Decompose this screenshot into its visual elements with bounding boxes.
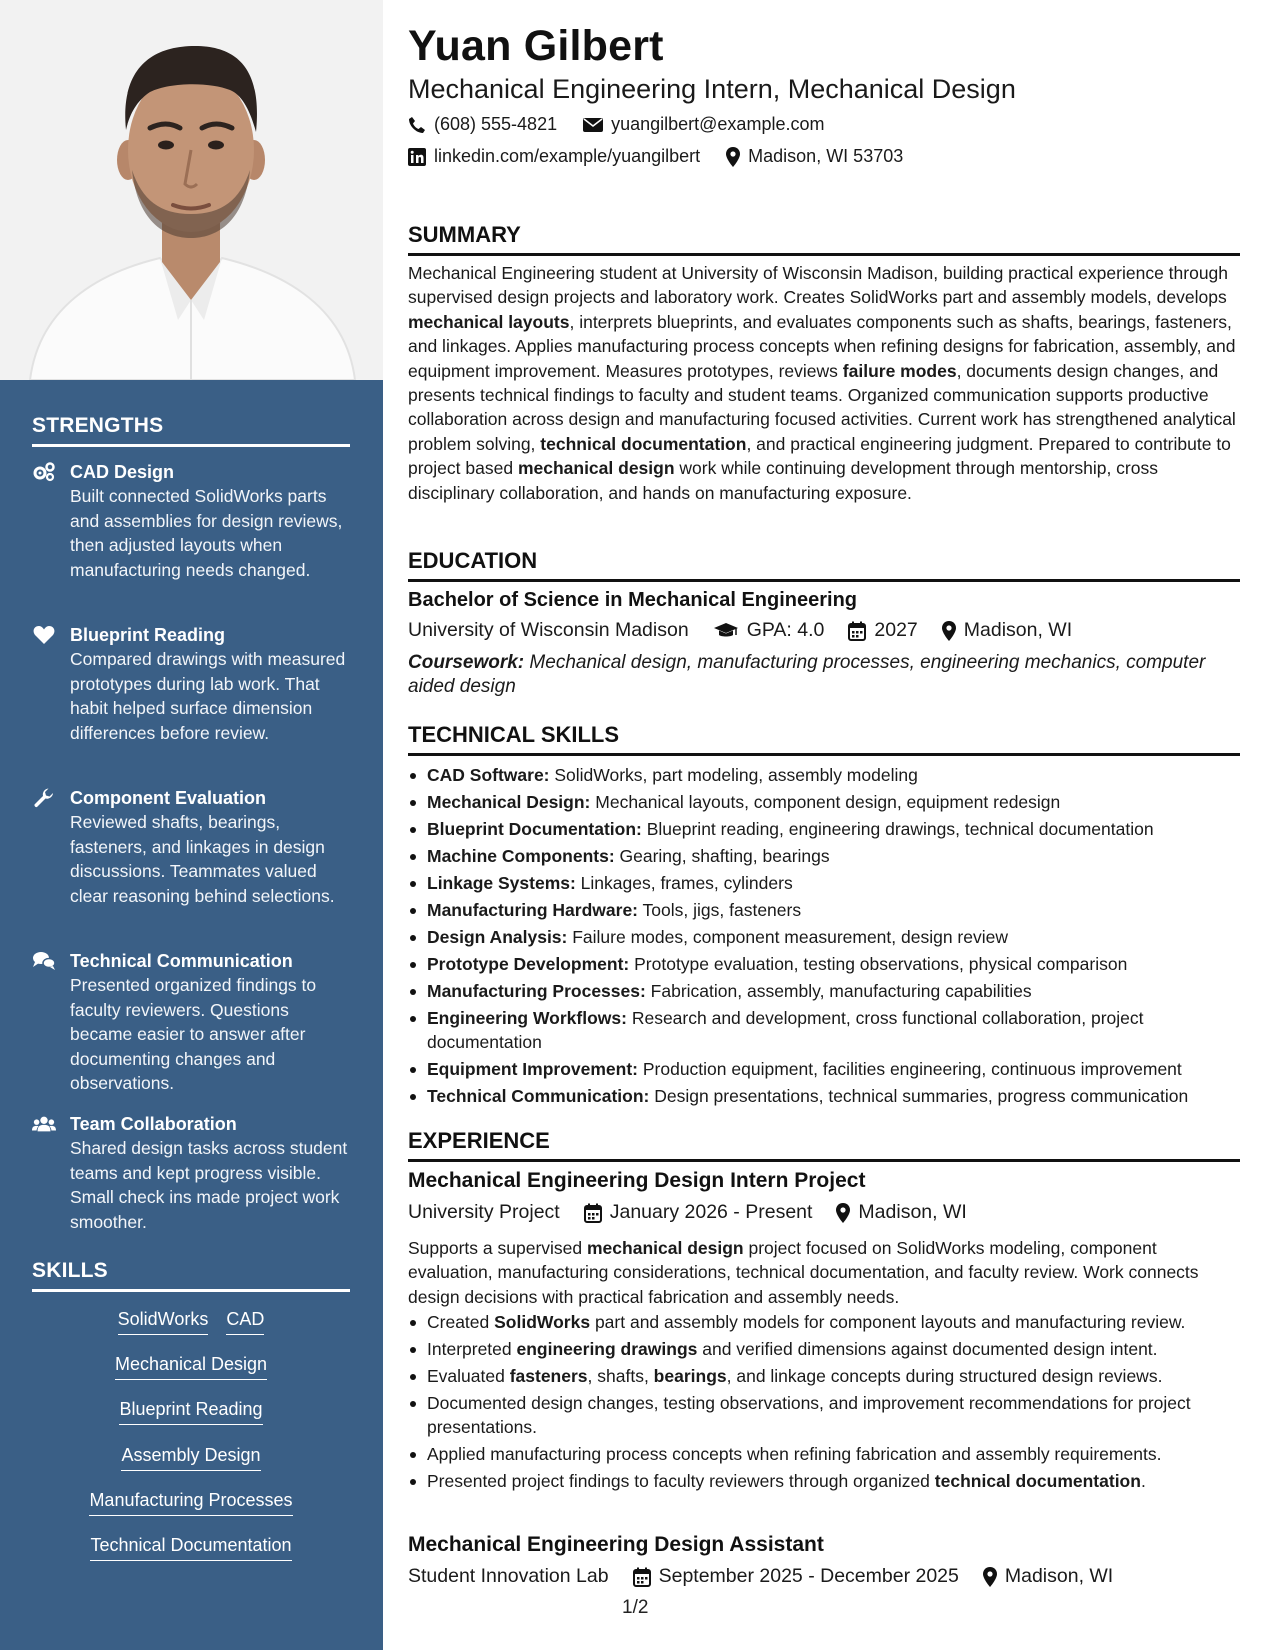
page-number: 1/2 xyxy=(622,1597,649,1618)
profile-photo xyxy=(0,0,383,380)
skill-row xyxy=(32,1442,350,1471)
phone-icon xyxy=(408,116,426,134)
skill-tag: SolidWorks xyxy=(118,1306,209,1335)
list-item: Applied manufacturing process concepts when refining fabrication and assembly requirements. xyxy=(408,1442,1240,1466)
graduation-year: 2027 xyxy=(874,619,918,641)
skill-tag: Blueprint Reading xyxy=(119,1396,262,1425)
strength-item xyxy=(32,786,352,908)
list-item: Linkage Systems: Linkages, frames, cylinders xyxy=(408,871,1240,895)
phone-text[interactable]: (608) 555-4821 xyxy=(434,114,558,134)
calendar-icon xyxy=(848,621,866,641)
education-heading: EDUCATION xyxy=(408,548,1240,582)
skill-row xyxy=(32,1306,350,1335)
list-item: Documented design changes, testing observations, and improvement recommendations for project presentations. xyxy=(408,1391,1240,1439)
envelope-icon xyxy=(583,117,603,133)
calendar-icon xyxy=(584,1203,602,1223)
job-dates: January 2026 - Present xyxy=(609,1201,813,1223)
skill-row xyxy=(32,1532,350,1561)
map-pin-icon xyxy=(942,621,956,641)
strength-title: Component Evaluation xyxy=(70,788,267,808)
skill-tag: Technical Documentation xyxy=(90,1532,291,1561)
email-link[interactable]: yuangilbert@example.com xyxy=(611,114,825,134)
skill-row xyxy=(32,1487,350,1516)
job-org: University Project xyxy=(408,1201,560,1223)
contact-row xyxy=(408,114,824,135)
job-intro: Supports a supervised mechanical design project focused on SolidWorks modeling, component evaluation, manufacturing considerations, technical documentation, and faculty review. Work connects design decisions with practical fabrication and assembly needs. xyxy=(408,1238,1199,1307)
list-item: Machine Components: Gearing, shafting, bearings xyxy=(408,844,1240,868)
experience-heading: EXPERIENCE xyxy=(408,1128,1240,1162)
contact-row xyxy=(408,146,903,167)
coursework: Coursework: Mechanical design, manufacturing processes, engineering mechanics, computer aided design xyxy=(408,652,1206,697)
strength-item xyxy=(32,1112,352,1234)
skills-heading: SKILLS xyxy=(32,1259,350,1292)
candidate-role: Mechanical Engineering Intern, Mechanical Design xyxy=(408,74,1016,104)
strength-item xyxy=(32,460,352,582)
education-meta xyxy=(408,619,1072,642)
school-name: University of Wisconsin Madison xyxy=(408,619,689,641)
education-location: Madison, WI xyxy=(963,619,1073,641)
strength-title: Technical Communication xyxy=(70,951,293,971)
list-item: Technical Communication: Design presentations, technical summaries, progress communication xyxy=(408,1084,1240,1108)
strength-title: Blueprint Reading xyxy=(70,625,226,645)
gears-icon xyxy=(32,462,56,482)
comments-icon xyxy=(32,951,56,971)
list-item: Engineering Workflows: Research and development, cross functional collaboration, project documentation xyxy=(408,1006,1240,1054)
strength-desc: Shared design tasks across student teams and kept progress visible. Small check ins made project work smoother. xyxy=(70,1138,348,1232)
strength-desc: Presented organized findings to faculty reviewers. Questions became easier to answer after documenting changes and observations. xyxy=(70,975,317,1093)
sidebar xyxy=(0,0,383,1650)
list-item: Manufacturing Hardware: Tools, jigs, fasteners xyxy=(408,898,1240,922)
job-dates: September 2025 - December 2025 xyxy=(658,1565,959,1587)
linkedin-icon xyxy=(408,148,426,166)
list-item: CAD Software: SolidWorks, part modeling, assembly modeling xyxy=(408,763,1240,787)
job-meta xyxy=(408,1201,967,1224)
map-pin-icon xyxy=(983,1567,997,1587)
list-item: Interpreted engineering drawings and verified dimensions against documented design intent. xyxy=(408,1337,1240,1361)
job-location: Madison, WI xyxy=(858,1201,967,1223)
skill-row xyxy=(32,1351,350,1380)
strength-title: Team Collaboration xyxy=(70,1114,237,1134)
job-meta xyxy=(408,1565,1113,1588)
strength-item xyxy=(32,949,352,1096)
strength-desc: Built connected SolidWorks parts and assemblies for design reviews, then adjusted layouts when manufacturing needs changed. xyxy=(70,486,343,580)
map-pin-icon xyxy=(726,147,740,167)
strength-desc: Reviewed shafts, bearings, fasteners, and linkages in design discussions. Teammates valued clear reasoning behind selections. xyxy=(70,812,335,906)
job-bullets xyxy=(408,1310,1240,1496)
candidate-name: Yuan Gilbert xyxy=(408,22,664,70)
linkedin-link[interactable]: linkedin.com/example/yuangilbert xyxy=(434,146,701,166)
strength-desc: Compared drawings with measured prototypes during lab work. That habit helped surface dimension differences before review. xyxy=(70,649,346,743)
summary-text: Mechanical Engineering student at University of Wisconsin Madison, building practical experience through supervised design projects and laboratory work. Creates SolidWorks part and assembly models, develops mechanical layouts, interprets blueprints, and evaluates components such as shafts, bearings, fasteners, and linkages. Applies manufacturing process concepts when refining designs for fabrication, assembly, and equipment improvement. Measures prototypes, reviews failure modes, documents design changes, and presents technical findings to faculty and student teams. Organized communication supports productive collaboration across design and manufacturing focused activities. Current work has strengthened analytical problem solving, technical documentation, and practical engineering judgment. Prepared to contribute to project based mechanical design work while continuing development through mentorship, cross disciplinary collaboration, and hands on manufacturing exposure. xyxy=(408,263,1236,503)
list-item: Equipment Improvement: Production equipment, facilities engineering, continuous improvement xyxy=(408,1057,1240,1081)
skill-tag: Mechanical Design xyxy=(115,1351,267,1380)
job-org: Student Innovation Lab xyxy=(408,1565,609,1587)
gpa-text: GPA: 4.0 xyxy=(746,619,825,641)
job-title: Mechanical Engineering Design Intern Project xyxy=(408,1169,866,1192)
strength-title: CAD Design xyxy=(70,462,175,482)
strengths-heading: STRENGTHS xyxy=(32,414,350,447)
wrench-icon xyxy=(32,788,56,808)
job-location: Madison, WI xyxy=(1004,1565,1114,1587)
technical-skills-list xyxy=(408,763,1240,1111)
map-pin-icon xyxy=(836,1203,850,1223)
list-item: Blueprint Documentation: Blueprint reading, engineering drawings, technical documentation xyxy=(408,817,1240,841)
list-item: Presented project findings to faculty reviewers through organized technical documentation. xyxy=(408,1469,1240,1493)
heart-icon xyxy=(32,625,56,645)
list-item: Evaluated fasteners, shafts, bearings, and linkage concepts during structured design reviews. xyxy=(408,1364,1240,1388)
users-icon xyxy=(32,1114,56,1134)
list-item: Mechanical Design: Mechanical layouts, component design, equipment redesign xyxy=(408,790,1240,814)
degree-title: Bachelor of Science in Mechanical Engineering xyxy=(408,589,858,611)
strength-item xyxy=(32,623,352,745)
skill-row xyxy=(32,1396,350,1425)
skill-tag: Assembly Design xyxy=(121,1442,260,1471)
list-item: Manufacturing Processes: Fabrication, assembly, manufacturing capabilities xyxy=(408,979,1240,1003)
job-title: Mechanical Engineering Design Assistant xyxy=(408,1533,824,1556)
calendar-icon xyxy=(633,1567,651,1587)
technical-skills-heading: TECHNICAL SKILLS xyxy=(408,722,1240,756)
summary-heading: SUMMARY xyxy=(408,222,1240,256)
list-item: Created SolidWorks part and assembly models for component layouts and manufacturing review. xyxy=(408,1310,1240,1334)
skill-tag: Manufacturing Processes xyxy=(89,1487,292,1516)
location-text: Madison, WI 53703 xyxy=(748,146,904,166)
list-item: Design Analysis: Failure modes, component measurement, design review xyxy=(408,925,1240,949)
skill-tag: CAD xyxy=(226,1306,264,1335)
graduation-cap-icon xyxy=(713,622,739,640)
list-item: Prototype Development: Prototype evaluation, testing observations, physical comparison xyxy=(408,952,1240,976)
